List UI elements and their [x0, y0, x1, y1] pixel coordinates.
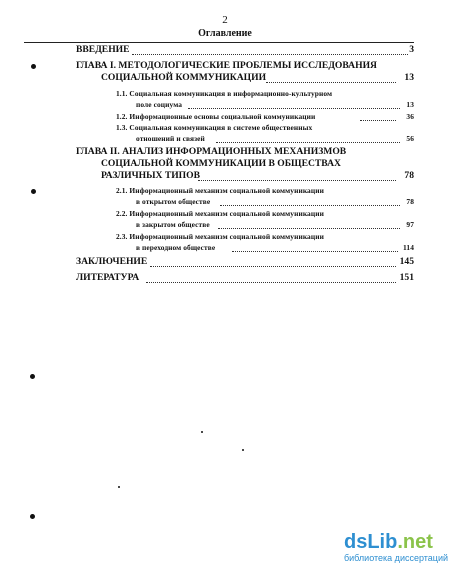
toc-entry-1-2: 1.2. Информационные основы социальной коммуникации: [116, 112, 316, 121]
toc-entry-chapter-2-line-3: РАЗЛИЧНЫХ ТИПОВ: [101, 170, 201, 181]
toc-entry-chapter-1-line-2: СОЦИАЛЬНОЙ КОММУНИКАЦИИ: [101, 72, 267, 83]
leader-dots: [150, 265, 396, 267]
toc-entry-chapter-1-line-1: ГЛАВА I. МЕТОДОЛОГИЧЕСКИЕ ПРОБЛЕМЫ ИССЛЕДОВАНИЯ: [76, 60, 377, 71]
leader-dots: [216, 141, 400, 143]
toc-entry-conclusion: ЗАКЛЮЧЕНИЕ: [76, 256, 148, 267]
toc-page-1-3: 56: [406, 134, 414, 143]
leader-dots: [218, 227, 400, 229]
toc-entry-1-1-line-1: 1.1. Социальная коммуникация в информационно-культурном: [116, 89, 333, 98]
toc-page-chapter-1: 13: [404, 72, 414, 83]
leader-dots: [132, 53, 408, 55]
scan-speck: [118, 486, 120, 488]
dslib-logo: dsLib.net: [344, 531, 433, 553]
toc-page-references: 151: [399, 272, 414, 283]
scan-speck: [242, 449, 244, 451]
toc-entry-2-1-line-2: в открытом обществе: [136, 197, 211, 206]
toc-page-conclusion: 145: [399, 256, 414, 267]
scan-mark: [31, 189, 36, 194]
top-rule: [24, 42, 414, 43]
toc-page-2-2: 97: [406, 220, 414, 229]
toc-entry-2-3-line-2: в переходном обществе: [136, 243, 216, 252]
toc-entry-2-1-line-1: 2.1. Информационный механизм социальной коммуникации: [116, 186, 324, 195]
leader-dots: [266, 81, 396, 83]
toc-page-1-1: 13: [406, 100, 414, 109]
toc-page-chapter-2: 78: [404, 170, 414, 181]
leader-dots: [220, 204, 400, 206]
dslib-watermark[interactable]: [344, 532, 448, 563]
toc-page-intro: 3: [409, 44, 414, 55]
toc-entry-references: ЛИТЕРАТУРА: [76, 272, 140, 283]
toc-entry-2-2-line-2: в закрытом обществе: [136, 220, 210, 229]
toc-entry-chapter-2-line-2: СОЦИАЛЬНОЙ КОММУНИКАЦИИ В ОБЩЕСТВАХ: [101, 158, 341, 169]
toc-entry-2-3-line-1: 2.3. Информационный механизм социальной коммуникации: [116, 232, 324, 241]
scan-mark: [30, 514, 35, 519]
scan-mark: [31, 64, 36, 69]
page-number: 2: [222, 14, 228, 26]
toc-page-1-2: 36: [406, 112, 414, 121]
toc-page-2-3: 114: [403, 243, 414, 252]
toc-entry-1-3-line-1: 1.3. Социальная коммуникация в системе общественных: [116, 123, 313, 132]
leader-dots: [232, 250, 398, 252]
leader-dots: [188, 107, 400, 109]
toc-title: Оглавление: [198, 28, 252, 39]
leader-dots: [198, 179, 396, 181]
toc-entry-intro: ВВЕДЕНИЕ: [76, 44, 130, 55]
toc-page-2-1: 78: [406, 197, 414, 206]
dslib-tagline: библиотека диссертаций: [344, 553, 449, 563]
scan-mark: [30, 374, 35, 379]
toc-entry-2-2-line-1: 2.2. Информационный механизм социальной коммуникации: [116, 209, 324, 218]
scan-speck: [201, 431, 203, 433]
toc-entry-1-1-line-2: поле социума: [136, 100, 183, 109]
leader-dots: [146, 281, 396, 283]
toc-entry-chapter-2-line-1: ГЛАВА II. АНАЛИЗ ИНФОРМАЦИОННЫХ МЕХАНИЗМОВ: [76, 146, 347, 157]
toc-entry-1-3-line-2: отношений и связей: [136, 134, 205, 143]
